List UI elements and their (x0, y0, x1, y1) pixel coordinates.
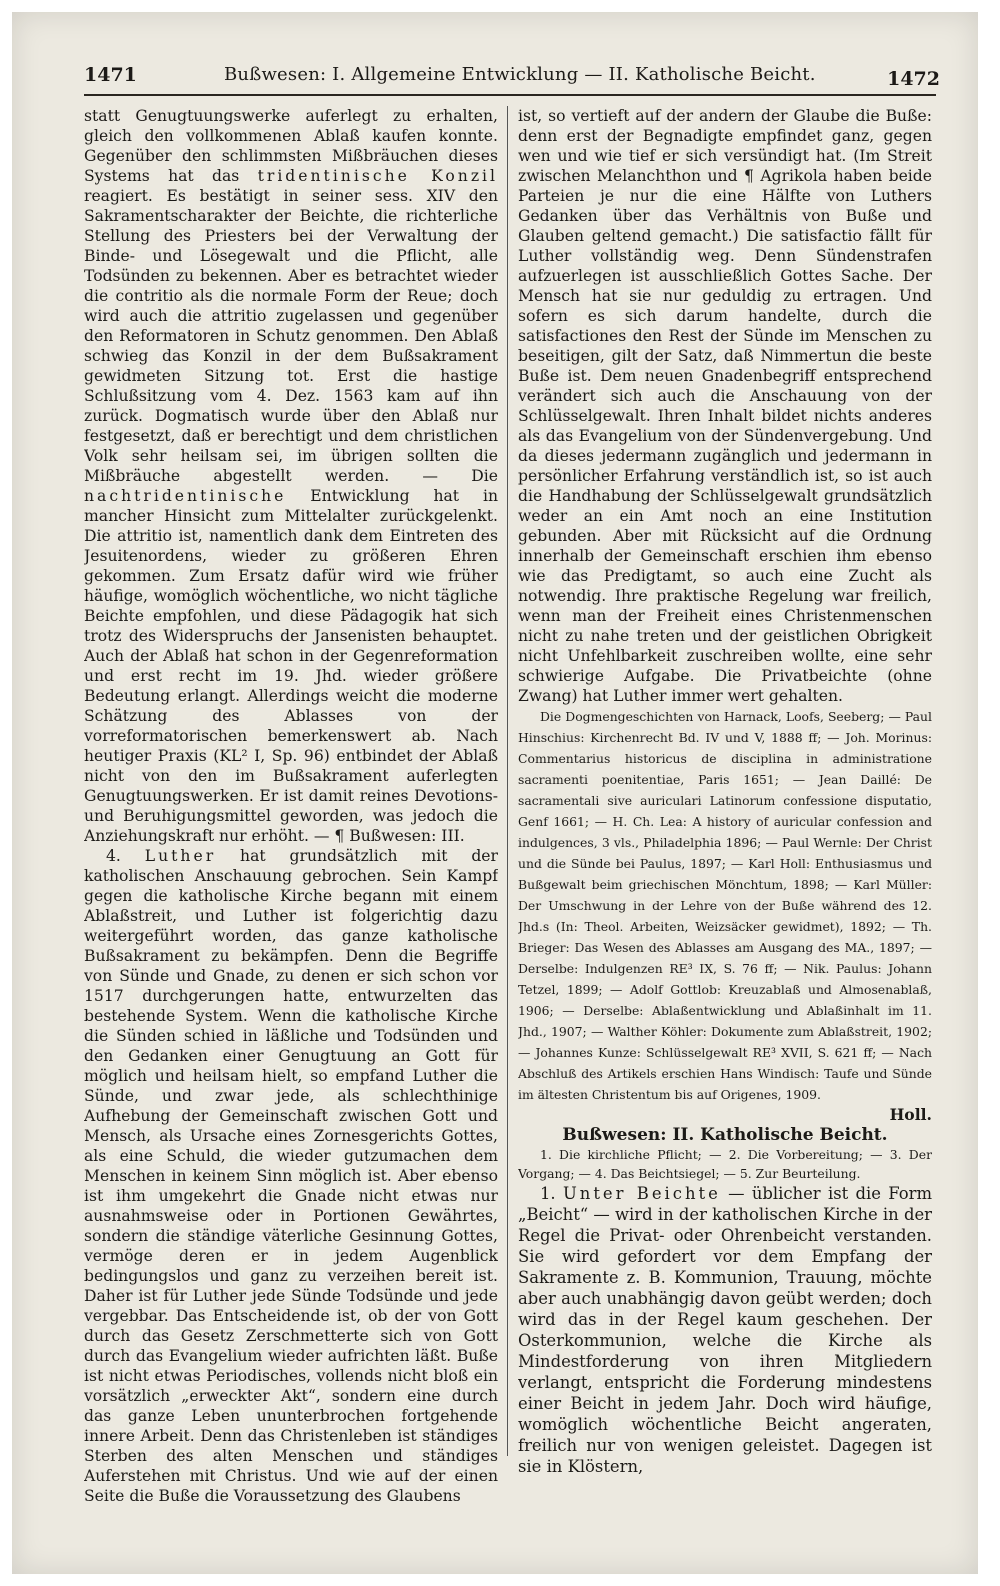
text-run: Entwicklung hat in mancher Hinsicht zum Mittelalter zurückgelenkt. Die attritio ist, namentlich dank dem Eintreten des Jesuitenordens, wieder zu größeren Ehren gekommen. Zum Ersatz dafür wird wie früher häufige, womöglich wöchentliche, wo nicht tägliche Beichte empfohlen, und diese Pädagogik hat sich trotz des Widerspruchs der Jansenisten behauptet. Auch der Ablaß hat schon in der Gegenreformation und erst recht im 19. Jhd. wieder größere Bedeutung erlangt. Allerdings weicht die moderne Schätzung des Ablasses von der vorreformatorischen bemerkenswert ab. Nach heutiger Praxis (KL² I, Sp. 96) entbindet der Ablaß nicht von den im Bußsakrament auferlegten Genugtuungswerken. Er ist damit reines Devotions- und Beruhigungsmittel geworden, was jedoch die Anziehungskraft nur erhöht. — ¶ Bußwesen: III. (84, 487, 498, 845)
spaced-term: Unter Beichte (562, 1184, 721, 1203)
paragraph-luther (84, 846, 498, 1506)
page-number-left: 1471 (84, 64, 137, 86)
section-number: 4. (106, 847, 145, 865)
left-column (84, 106, 498, 1546)
running-title: Bußwesen: I. Allgemeine Entwicklung — II. Katholische Beicht. (224, 64, 816, 85)
author-signature: Holl. (889, 1105, 932, 1124)
paragraph-beicht (518, 1183, 932, 1477)
text-run: hat grundsätzlich mit der katholischen Anschauung gebrochen. Sein Kampf gegen die katholische Kirche begann mit einem Ablaßstreit, und Luther ist folgerichtig dazu weitergeführt worden, das ganze katholische Bußsakrament zu bekämpfen. Denn die Begriffe von Sünde und Gnade, zu denen er sich schon vor 1517 durchgerungen hatte, entwurzelten das bestehende System. Wenn die katholische Kirche die Sünden schied in läßliche und Todsünden und den Gedanken einer Genugtuung an Gott für möglich und heilsam hielt, so empfand Luther die Sünde, und zwar jede, als schlechthinige Aufhebung der Gemeinschaft zwischen Gott und Mensch, als Ursache eines Zornesgerichts Gottes, als eine Schuld, die wieder gutzumachen dem Menschen in keinem Sinn möglich ist. Aber ebenso ist ihm umgekehrt die Gnade nicht etwas nur ausnahmsweise oder in Portionen Gewährtes, sondern die ständige väterliche Gesinnung Gottes, vermöge deren er in jedem Augenblick bedingungslos und ganz zu verzeihen bereit ist. Daher ist für Luther jede Sünde Todsünde und jede vergebbar. Das Entscheidende ist, ob der von Gott durch das Gesetz Zerschmetterte sich von Gott durch das Evangelium wieder aufrichten läßt. Buße ist nicht etwas Periodisches, vollends nicht bloß ein vorsätzlich „erweckter Akt“, sondern eine durch das ganze Leben ununterbrochen fortgehende innere Arbeit. Denn das Christenleben ist ständiges Sterben des alten Menschen und ständiges Auferstehen mit Christus. Und wie auf der einen Seite die Buße die Voraussetzung des Glaubens (84, 847, 498, 1505)
spaced-term: tridentinische Konzil (257, 167, 498, 185)
text-run: — üblicher ist die Form „Beicht“ — wird in der katholischen Kirche in der Regel die Privat- oder Ohrenbeicht verstanden. Sie wird gefordert vor dem Empfang der Sakramente z. B. Kommunion, Trauung, möchte aber auch unabhängig davon geübt werden; doch wird das in der Regel kaum geschehen. Der Osterkommunion, welche die Kirche als Mindestforderung von ihren Mitgliedern verlangt, entspricht die Forderung mindestens einer Beicht in jedem Jahr. Doch wird häufige, womöglich wöchentliche Beicht angeraten, freilich nur von wenigen geleistet. Dagegen ist sie in Klöstern, (518, 1184, 932, 1476)
text-run: statt Genugtuungswerke auferlegt zu erhalten, gleich den vollkommenen Ablaß kaufen konnte. Gegenüber den schlimmsten Mißbräuchen dieses Systems hat das (84, 107, 498, 185)
section-number: 1. (540, 1184, 563, 1203)
literature-list: Die Dogmengeschichten von Harnack, Loofs, Seeberg; — Paul Hinschius: Kirchenrecht Bd. IV und V, 1888 ff; — Joh. Morinus: Commentarius historicus de disciplina in administratione sacramenti poenitentiae, Paris 1651; — Jean Daillé: De sacramentali sive auriculari Latinorum confessione disputatio, Genf 1661; — H. Ch. Lea: A history of auricular confession and indulgences, 3 vls., Philadelphia 1896; — Paul Wernle: Der Christ und die Sünde bei Paulus, 1897; — Karl Holl: Enthusiasmus und Bußgewalt beim griechischen Mönchtum, 1898; — Karl Müller: Der Umschwung in der Lehre von der Buße während des 12. Jhd.s (In: Theol. Arbeiten, Weizsäcker gewidmet), 1892; — Th. Brieger: Das Wesen des Ablasses am Ausgang des MA., 1897; — Derselbe: Indulgenzen RE³ IX, S. 76 ff; — Nik. Paulus: Johann Tetzel, 1899; — Adolf Gottlob: Kreuzablaß und Almosenablaß, 1906; — Derselbe: Ablaßentwicklung und Ablaßinhalt im 11. Jhd., 1907; — Walther Köhler: Dokumente zum Ablaßstreit, 1902; — Johannes Kunze: Schlüsselgewalt RE³ XVII, S. 621 ff; — Nach Abschluß des Artikels erschien Hans Windisch: Taufe und Sünde im ältesten Christentum bis auf Origenes, 1909. (518, 709, 932, 1102)
paragraph-tridentinum (84, 106, 498, 846)
spaced-term: Luther (144, 847, 217, 865)
page-number-right: 1472 (887, 68, 940, 90)
text-run: reagiert. Es bestätigt in seiner sess. XIV den Sakramentscharakter der Beichte, die richterliche Stellung des Priesters bei der Verwaltung der Binde- und Lösegewalt und die Pflicht, alle Todsünden zu bekennen. Aber es betrachtet wieder die contritio als die normale Form der Reue; doch wird auch die attritio zugelassen und gegenüber den Reformatoren in Schutz genommen. Den Ablaß schwieg das Konzil in der dem Bußsakrament gewidmeten Sitzung tot. Erst die hastige Schlußsitzung vom 4. Dez. 1563 kam auf ihn zurück. Dogmatisch wurde über den Ablaß nur festgesetzt, daß er berechtigt und dem christlichen Volk sehr heilsam sei, im übrigen sollten die Mißbräuche abgestellt werden. — Die (84, 187, 498, 485)
page-header (84, 58, 940, 96)
section-title: Bußwesen: II. Katholische Beicht. (562, 1125, 888, 1145)
section-contents: 1. Die kirchliche Pflicht; — 2. Die Vorbereitung; — 3. Der Vorgang; — 4. Das Beichtsiegel; — 5. Zur Beurteilung. (518, 1147, 932, 1181)
right-column (518, 106, 932, 1546)
spaced-term: nachtridentinische (84, 487, 287, 505)
column-divider (507, 106, 508, 1456)
paragraph-continuation: ist, so vertieft auf der andern der Glaube die Buße: denn erst der Begnadigte empfindet ganz, gegen wen und wie tief er sich versündigt hat. (Im Streit zwischen Melanchthon und ¶ Agrikola haben beide Parteien je nur die eine Hälfte von Luthers Gedanken über das Verhältnis von Buße und Glauben geltend gemacht.) Die satisfactio fällt für Luther vollständig weg. Denn Sündenstrafen aufzuerlegen ist ausschließlich Gottes Sache. Der Mensch hat sie nur geduldig zu ertragen. Und sofern es sich darum handelte, durch die satisfactiones den Rest der Sünde im Menschen zu beseitigen, gilt der Satz, daß Nimmertun die beste Buße ist. Dem neuen Gnadenbegriff entsprechend verändert sich auch die Anschauung von der Schlüsselgewalt. Ihren Inhalt bildet nichts anderes als das Evangelium von der Sündenvergebung. Und da dieses jedermann zugänglich und jedermann in persönlicher Erfahrung verständlich ist, so ist auch die Handhabung der Schlüsselgewalt grundsätzlich weder an ein Amt noch an eine Institution gebunden. Aber mit Rücksicht auf die Ordnung innerhalb der Gemeinschaft erschien ihm ebenso wie das Predigtamt, so auch eine Zucht als notwendig. Ihre praktische Regelung war freilich, wenn man der Freiheit eines Christenmenschen nicht zu nahe treten und der geistlichen Obrigkeit nicht Unfehlbarkeit zuschreiben wollte, eine sehr schwierige Aufgabe. Die Privatbeichte (ohne Zwang) hat Luther immer wert gehalten. (518, 107, 932, 705)
